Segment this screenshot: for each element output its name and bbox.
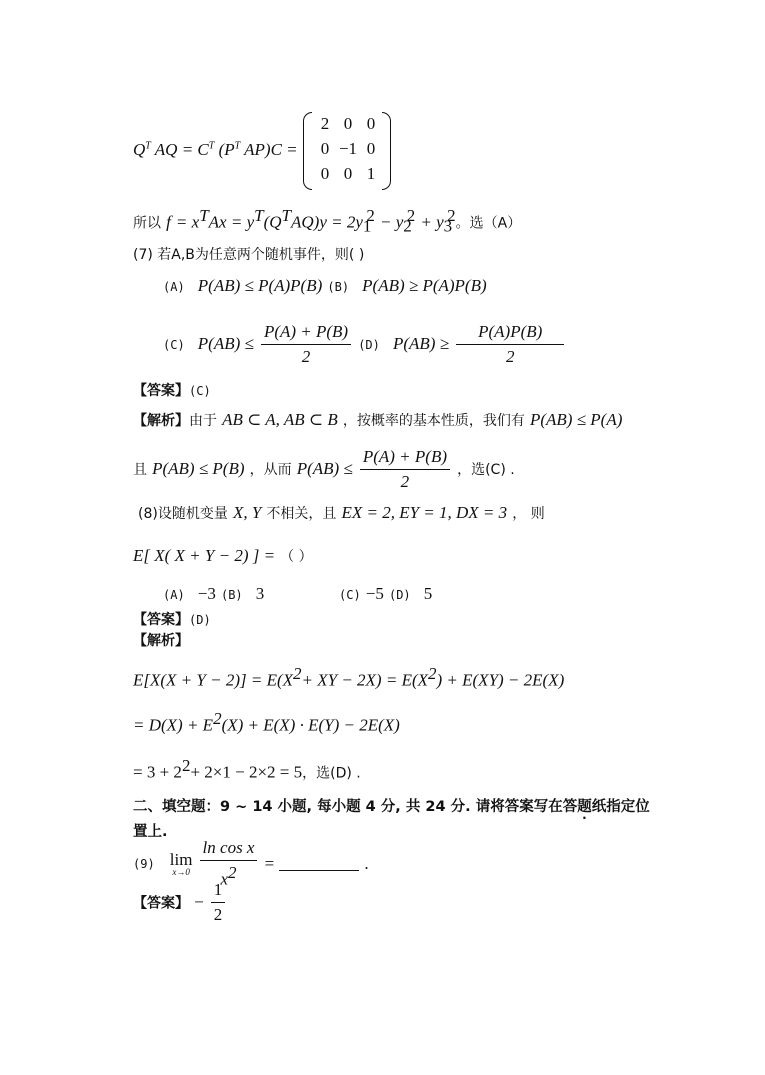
section2-title: 二、填空题：9 ~ 14 小题, 每小题 4 分, 共 24 分. 请将答案写在答题纸指定位 xyxy=(133,799,650,815)
q7-options-cd: (C) P(AB) ≤ $\frac{P(A) + P(B)}{2}$ (D) P(AB) ≥ $\frac{P(A)P(B)}{2}$ xyxy=(163,322,566,367)
q7-options-ab: (A) P(AB) ≤ P(A)P(B) (B) P(AB) ≥ P(A)P(B) xyxy=(163,276,487,295)
answer-blank xyxy=(279,856,359,871)
q9-stem: (9) lim x→0 $\frac{\text{ln cos x}}{x^2}$ = . xyxy=(133,838,369,889)
q7-answer: 【答案】(C) xyxy=(133,383,211,399)
quadratic-form-line: 所以 $f = x^TAx = y^T(Q^TAQ)y = 2y_1^2 - y_2^2 + y_3^2$。选（A） xyxy=(133,206,522,236)
q7-stem: (7) 若A,B为任意两个随机事件，则( ) xyxy=(133,247,365,263)
q7-analysis-line2: 且 P(AB) ≤ P(B) ，从而 P(AB) ≤ $\frac{P(A) + P(B)}{2}$ ，选(C) . xyxy=(133,447,515,491)
q8-options: (A) −3 (B) 3 xyxy=(163,584,265,603)
section2-title-line2: 置上. xyxy=(133,824,168,840)
result-matrix: 2 0 0 0 −1 0 0 0 1 xyxy=(303,112,391,188)
q8-options-cd: (C) −5 (D) 5 xyxy=(339,584,433,603)
q8-expression: E[ X( X + Y − 2) ] = （ ） xyxy=(133,546,313,565)
q9-answer: 【答案】 − $\frac{1}{2}$ xyxy=(133,880,227,925)
q8-analysis-line3: = $3 + 2^2+ 2\times 1 - 2\times 2 = 5$，选(D) . xyxy=(133,756,361,782)
q7-analysis-line1: 【解析】由于 AB ⊂ A, AB ⊂ B ，按概率的基本性质，我们有 P(AB) ≤ P(A) xyxy=(133,410,623,429)
emphasis-dots: 答题纸 xyxy=(562,799,607,815)
q8-answer: 【答案】(D) xyxy=(133,612,211,628)
q8-analysis-line2: = $D(X) + E^2(X) + E(X) \cdot E(Y) - 2E(X)$ xyxy=(133,709,400,735)
q8-analysis-line1: $E[X(X + Y - 2)] = E(X^2+$ XY − $2X) = E(X^2) + E(XY) - 2E(X)$ xyxy=(133,664,565,690)
q8-stem: (8)设随机变量 X, Y 不相关，且 EX = 2, EY = 1, DX = 3 ， 则 xyxy=(138,503,545,522)
q8-analysis-tag: 【解析】 xyxy=(133,633,189,649)
matrix-equation-lhs: $Q^T$ AQ = $C^T$ ($P^T$ AP)C = xyxy=(133,140,298,159)
